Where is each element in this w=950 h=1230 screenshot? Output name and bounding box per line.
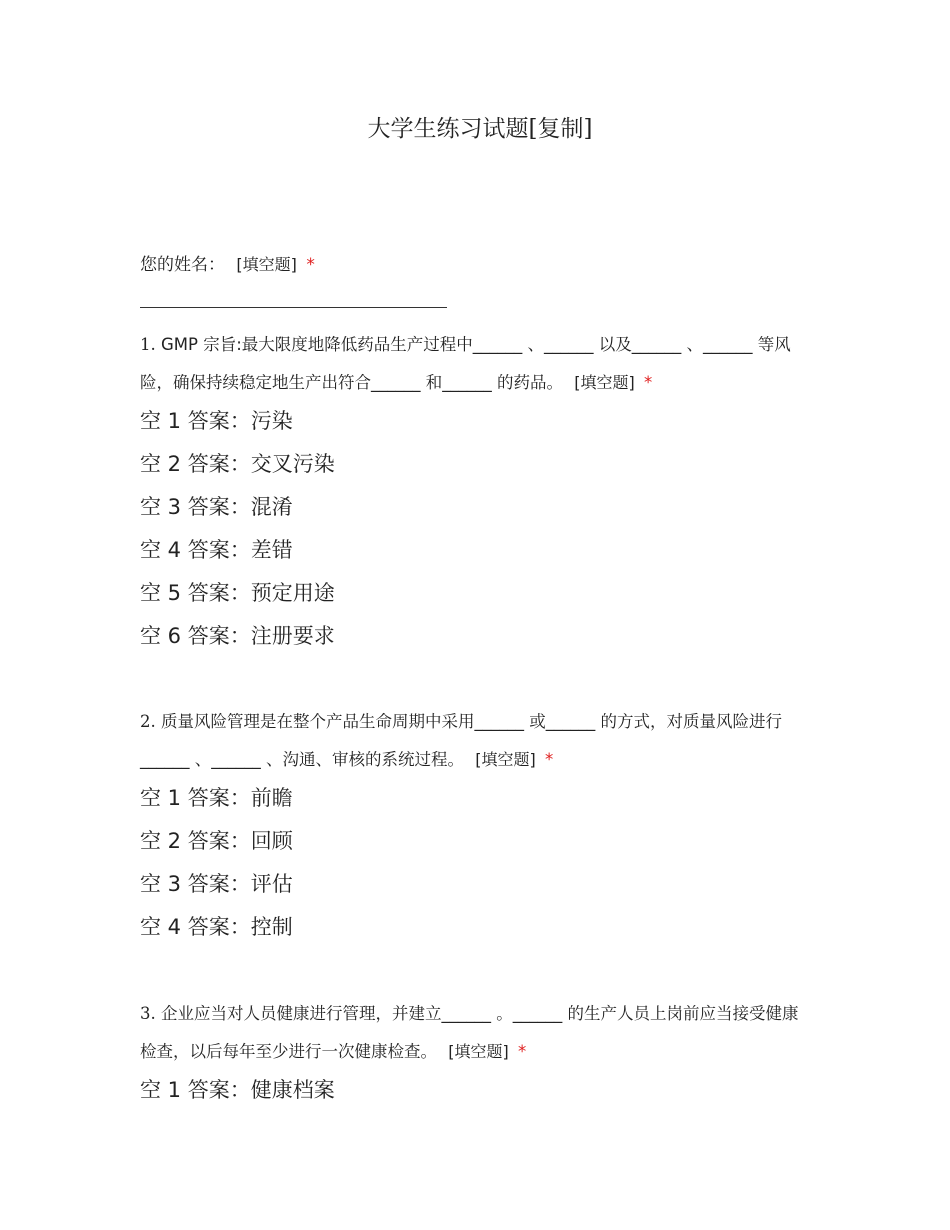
- question-2: [140, 703, 810, 779]
- question-2-answers: [140, 777, 293, 949]
- question-type-tag: [填空题]: [475, 750, 536, 769]
- question-number: 3.: [140, 1004, 156, 1023]
- answer-item: 空 2 答案：交叉污染: [140, 452, 335, 476]
- answer-item: 空 1 答案：前瞻: [140, 786, 293, 810]
- name-question: [140, 250, 315, 275]
- question-type-tag: [填空题]: [236, 255, 297, 274]
- answer-item: 空 4 答案：差错: [140, 538, 293, 562]
- answer-item: 空 1 答案：健康档案: [140, 1078, 335, 1102]
- answer-item: 空 3 答案：评估: [140, 872, 293, 896]
- required-marker: *: [306, 255, 315, 275]
- question-text: GMP 宗旨:最大限度地降低药品生产过程中______ 、______ 以及______ 、______ 等风险，确保持续稳定地生产出符合______ 和______ 的药品。: [140, 335, 791, 392]
- required-marker: *: [545, 750, 554, 769]
- required-marker: *: [518, 1042, 527, 1061]
- page-title: 大学生练习试题[复制]: [367, 116, 593, 142]
- question-1: [140, 326, 810, 402]
- answer-item: 空 2 答案：回顾: [140, 829, 293, 853]
- question-number: 2.: [140, 712, 156, 731]
- question-3: [140, 995, 810, 1071]
- name-answer-line[interactable]: [140, 307, 447, 308]
- name-label: 您的姓名：: [140, 255, 225, 275]
- question-type-tag: [填空题]: [574, 373, 635, 392]
- question-1-answers: [140, 400, 335, 658]
- answer-item: 空 6 答案：注册要求: [140, 624, 335, 648]
- answer-item: 空 5 答案：预定用途: [140, 581, 335, 605]
- required-marker: *: [644, 373, 653, 392]
- question-type-tag: [填空题]: [448, 1042, 509, 1061]
- answer-item: 空 4 答案：控制: [140, 915, 293, 939]
- question-text: 质量风险管理是在整个产品生命周期中采用______ 或______ 的方式，对质量风险进行______ 、______ 、沟通、审核的系统过程。: [140, 712, 782, 769]
- answer-item: 空 3 答案：混淆: [140, 495, 293, 519]
- question-3-answers: [140, 1069, 335, 1112]
- question-text: 企业应当对人员健康进行管理，并建立______ 。______ 的生产人员上岗前应当接受健康检查，以后每年至少进行一次健康检查。: [140, 1004, 799, 1061]
- question-number: 1.: [140, 335, 156, 354]
- answer-item: 空 1 答案：污染: [140, 409, 293, 433]
